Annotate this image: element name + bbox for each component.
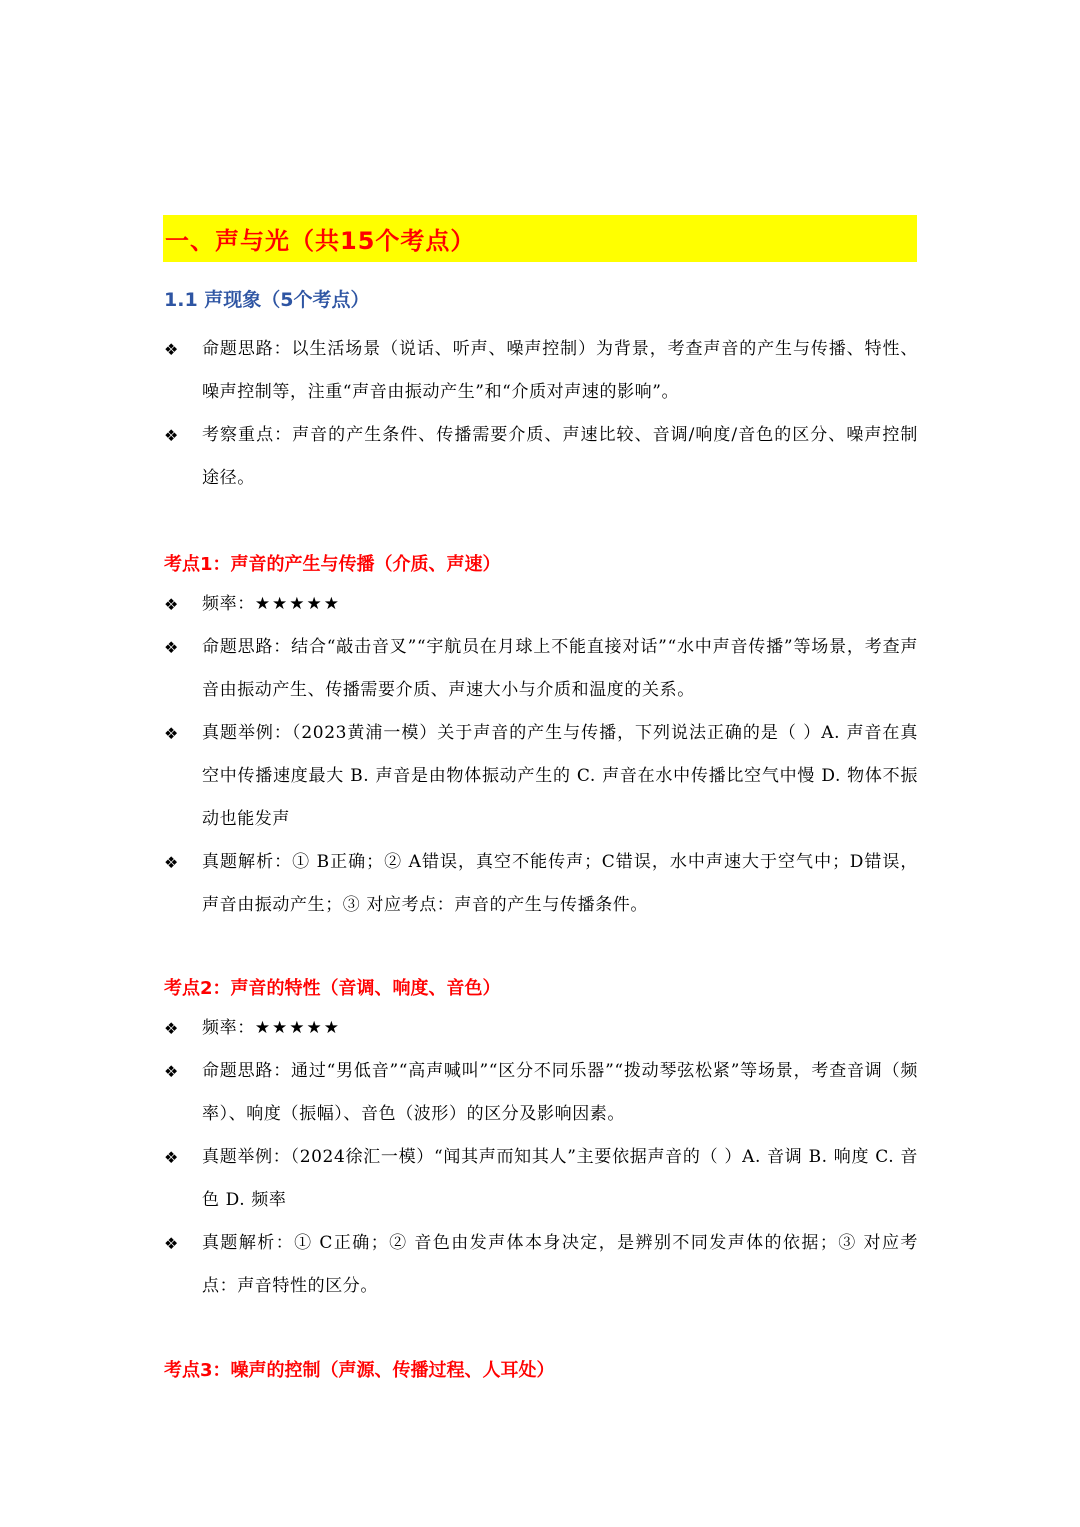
bullet-body: 以生活场景（说话、听声、噪声控制）为背景，考查声音的产生与传播、特性、噪声控制等，注重“声音由振动产生”和“介质对声速的影响”。 — [202, 339, 919, 402]
diamond-bullet-icon: ❖ — [164, 853, 179, 872]
bullet-label: 真题解析： — [202, 852, 293, 872]
bullet-text — [202, 1222, 918, 1308]
frequency-label: 频率： — [202, 1018, 255, 1038]
section-title: 1.1 声现象（5个考点） — [164, 289, 370, 311]
list-item — [164, 1136, 918, 1222]
diamond-bullet-icon: ❖ — [164, 638, 179, 657]
bullet-body: 通过“男低音”“高声喊叫”“区分不同乐器”“拨动琴弦松紧”等场景，考查音调（频率）、响度（振幅）、音色（波形）的区分及影响因素。 — [202, 1061, 918, 1124]
list-item — [164, 626, 918, 712]
star-rating: ★★★★★ — [254, 594, 342, 614]
topic-bullet-list — [164, 583, 918, 927]
diamond-bullet-icon: ❖ — [164, 1062, 179, 1081]
bullet-text — [202, 1050, 918, 1136]
bullet-text — [202, 841, 918, 927]
topic-title: 考点1：声音的产生与传播（介质、声速） — [164, 554, 501, 575]
list-item — [164, 583, 918, 626]
bullet-label: 命题思路： — [202, 339, 292, 359]
bullet-text — [202, 1136, 918, 1222]
section-bullet-list — [164, 328, 918, 500]
bullet-body: 结合“敲击音叉”“宇航员在月球上不能直接对话”“水中声音传播”等场景，考查声音由振动产生、传播需要介质、声速大小与介质和温度的关系。 — [202, 637, 919, 700]
list-item — [164, 712, 918, 841]
list-item — [164, 841, 918, 927]
topic-title: 考点3：噪声的控制（声源、传播过程、人耳处） — [164, 1360, 555, 1381]
diamond-bullet-icon: ❖ — [164, 426, 179, 445]
chapter-title: 一、声与光（共15个考点） — [165, 227, 476, 255]
diamond-bullet-icon: ❖ — [164, 724, 179, 743]
bullet-label: 考察重点： — [202, 425, 293, 445]
diamond-bullet-icon: ❖ — [164, 340, 179, 359]
bullet-text — [202, 328, 918, 414]
bullet-body: 声音的产生条件、传播需要介质、声速比较、音调/响度/音色的区分、噪声控制途径。 — [202, 425, 918, 488]
bullet-label: 真题举例： — [202, 723, 292, 743]
list-item — [164, 1050, 918, 1136]
bullet-text — [202, 1007, 918, 1050]
list-item — [164, 1007, 918, 1050]
frequency-label: 频率： — [202, 594, 255, 614]
bullet-label: 命题思路： — [202, 637, 292, 657]
bullet-label: 命题思路： — [202, 1061, 292, 1081]
diamond-bullet-icon: ❖ — [164, 1019, 179, 1038]
diamond-bullet-icon: ❖ — [164, 1234, 179, 1253]
bullet-text — [202, 712, 918, 841]
bullet-body: （2023黄浦一模）关于声音的产生与传播，下列说法正确的是（ ）A. 声音在真空中传播速度最大 B. 声音是由物体振动产生的 C. 声音在水中传播比空气中慢 D. 物体不振动也能发声 — [202, 723, 918, 829]
bullet-body: ① C正确；② 音色由发声体本身决定，是辨别不同发声体的依据；③ 对应考点：声音特性的区分。 — [202, 1233, 918, 1296]
bullet-label: 真题解析： — [202, 1233, 295, 1253]
topic-title: 考点2：声音的特性（音调、响度、音色） — [164, 978, 501, 999]
chapter-heading-bar — [163, 215, 917, 262]
bullet-text — [202, 583, 918, 626]
topic-bullet-list — [164, 1007, 918, 1308]
bullet-body: （2024徐汇一模）“闻其声而知其人”主要依据声音的（ ）A. 音调 B. 响度 C. 音色 D. 频率 — [202, 1147, 919, 1210]
bullet-text — [202, 626, 918, 712]
list-item — [164, 1222, 918, 1308]
diamond-bullet-icon: ❖ — [164, 595, 179, 614]
bullet-label: 真题举例： — [202, 1147, 291, 1167]
diamond-bullet-icon: ❖ — [164, 1148, 179, 1167]
list-item — [164, 328, 918, 414]
bullet-text — [202, 414, 918, 500]
star-rating: ★★★★★ — [254, 1018, 342, 1038]
list-item — [164, 414, 918, 500]
bullet-body: ① B正确；② A错误，真空不能传声；C错误，水中声速大于空气中；D错误，声音由振动产生；③ 对应考点：声音的产生与传播条件。 — [202, 852, 919, 915]
